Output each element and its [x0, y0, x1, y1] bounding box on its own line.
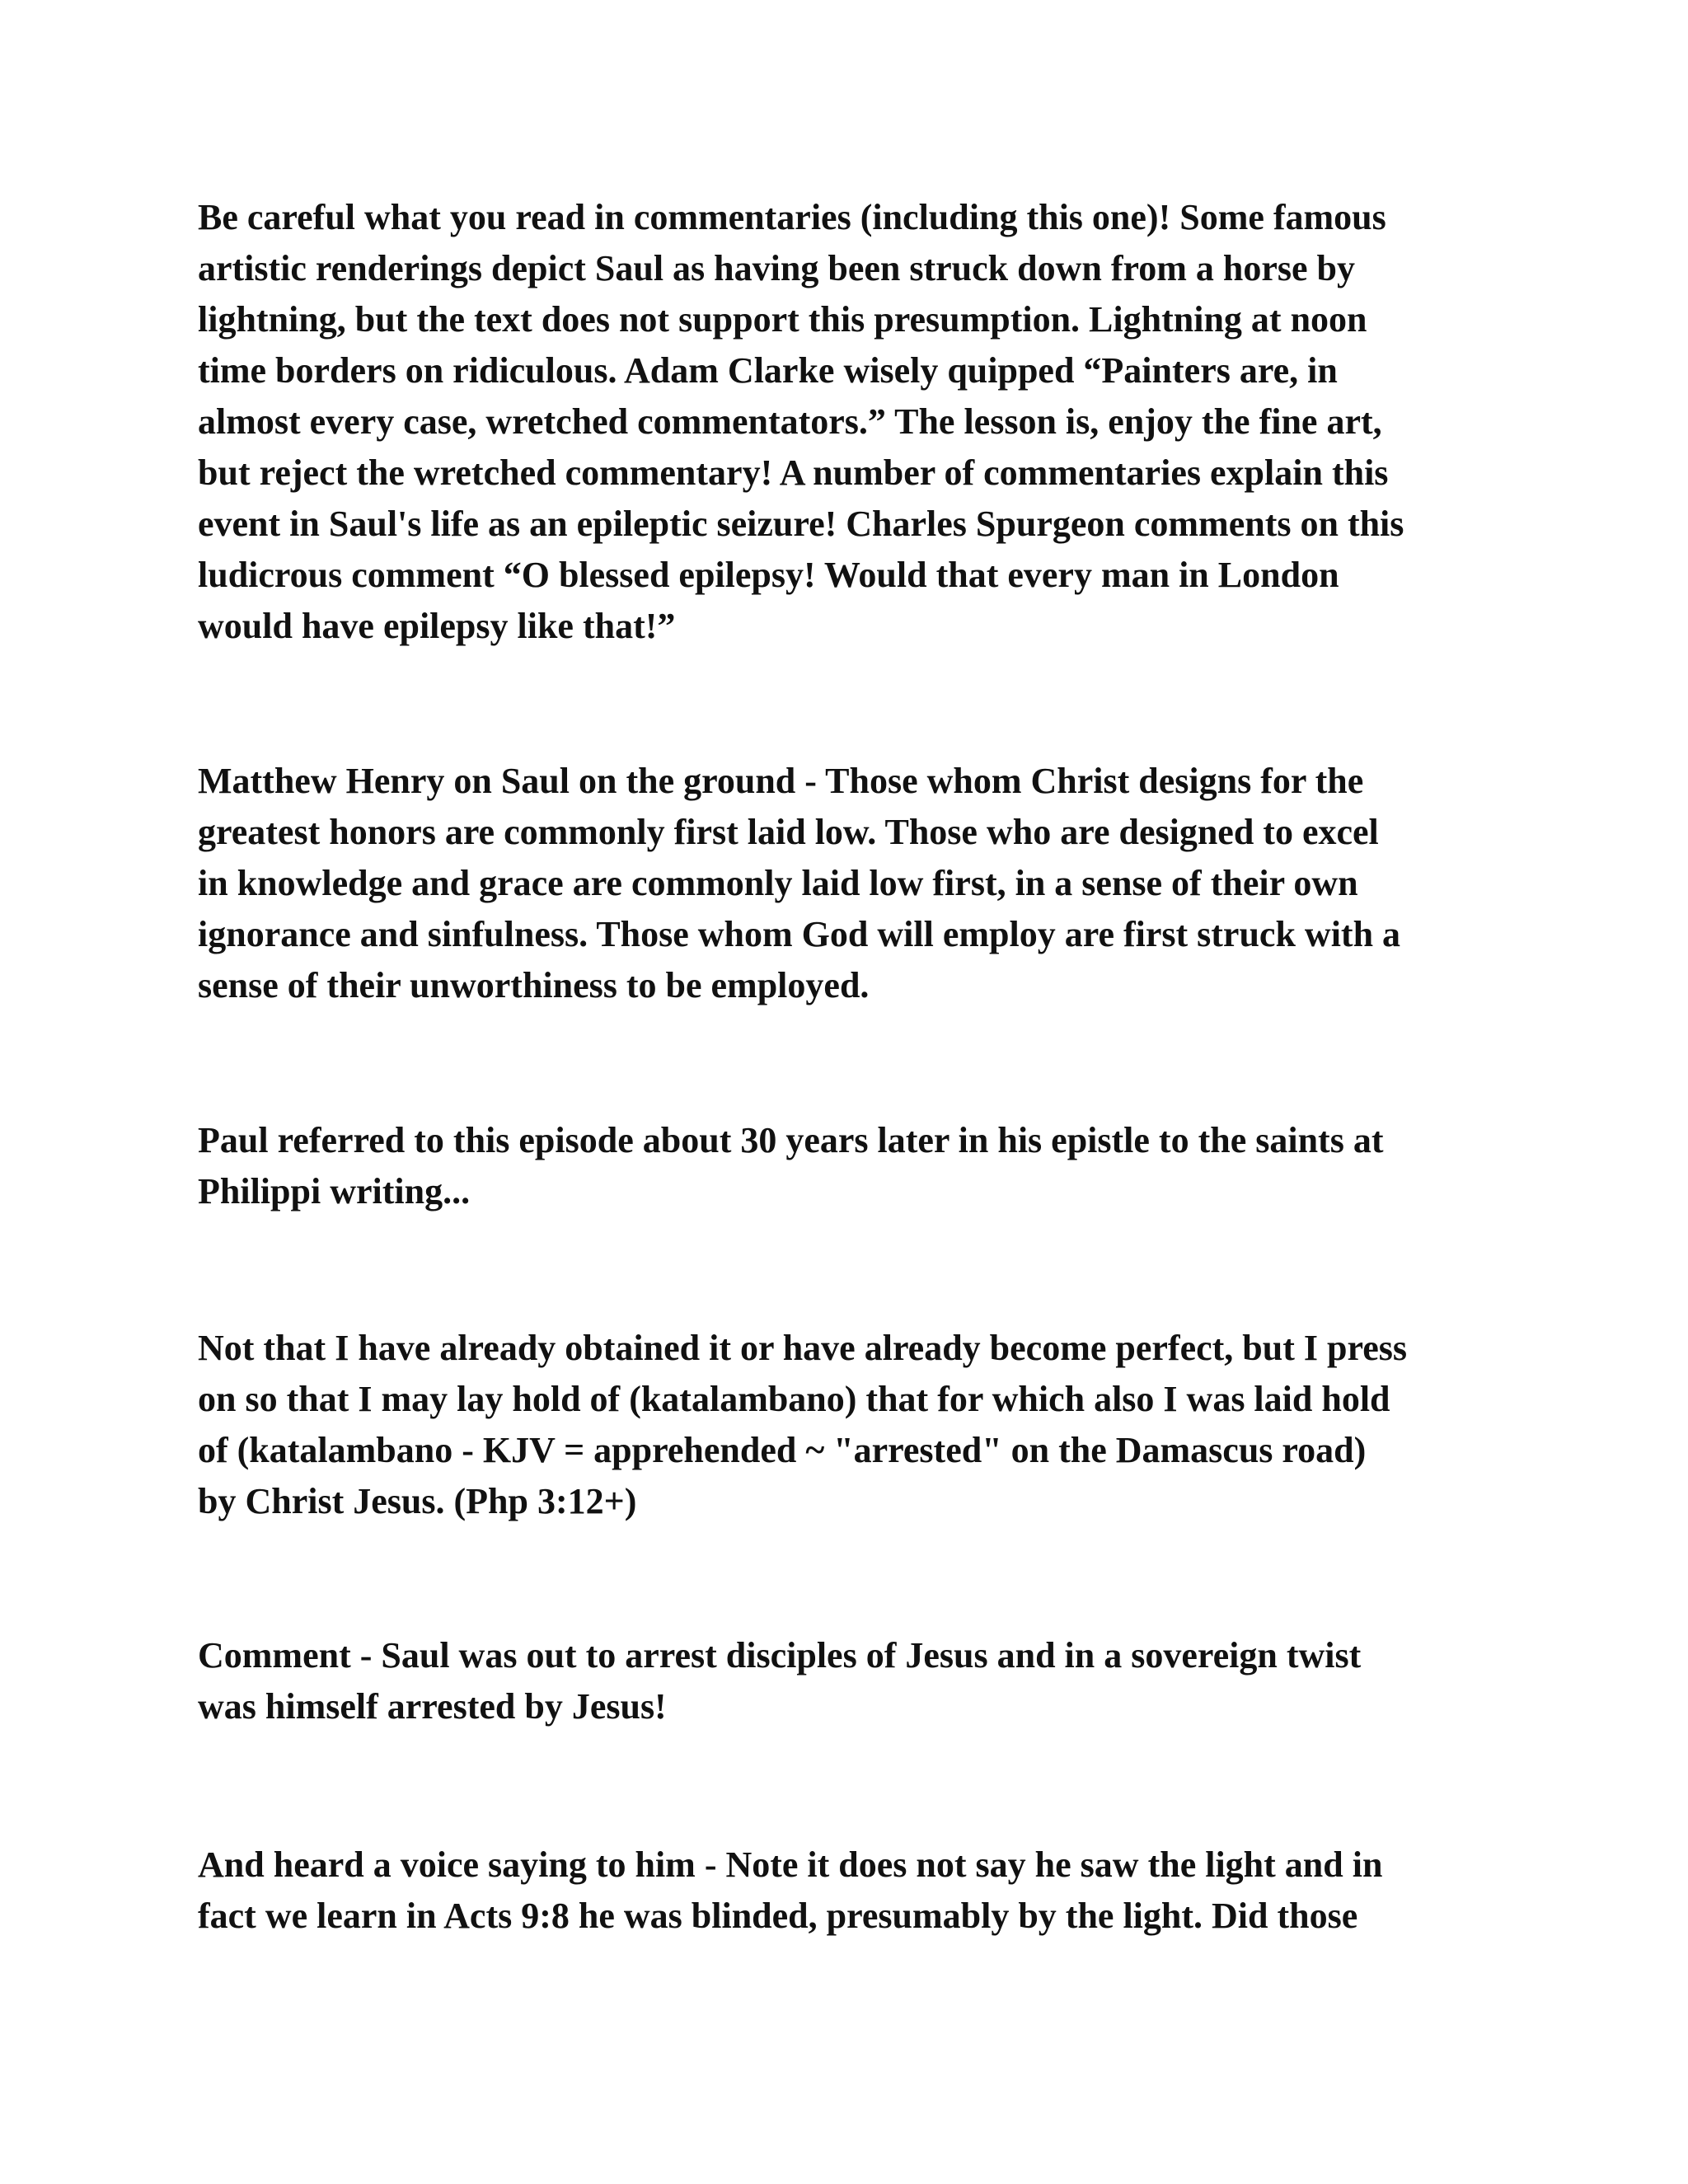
text-line: Philippi writing...: [198, 1171, 471, 1212]
text-line: lightning, but the text does not support this presumption. Lightning at noon: [198, 299, 1367, 340]
text-line: Comment - Saul was out to arrest disciples of Jesus and in a sovereign twist: [198, 1635, 1362, 1675]
text-line: but reject the wretched commentary! A number of commentaries explain this: [198, 452, 1389, 493]
text-line: event in Saul's life as an epileptic seizure! Charles Spurgeon comments on this: [198, 504, 1404, 544]
text-line: time borders on ridiculous. Adam Clarke wisely quipped “Painters are, in: [198, 350, 1338, 391]
text-line: was himself arrested by Jesus!: [198, 1686, 667, 1727]
text-line: sense of their unworthiness to be employed.: [198, 965, 870, 1005]
text-line: of (katalambano - KJV = apprehended ~ "arrested" on the Damascus road): [198, 1430, 1367, 1470]
paragraph-commentaries-caution: [198, 192, 1500, 652]
text-line: Not that I have already obtained it or have already become perfect, but I press: [198, 1328, 1407, 1368]
text-line: almost every case, wretched commentators.” The lesson is, enjoy the fine art,: [198, 401, 1382, 442]
paragraph-comment: [198, 1630, 1500, 1732]
text-line: by Christ Jesus. (Php 3:12+): [198, 1481, 637, 1521]
text-line: ignorance and sinfulness. Those whom God will employ are first struck with a: [198, 914, 1401, 954]
text-line: Paul referred to this episode about 30 years later in his epistle to the saints at: [198, 1120, 1384, 1160]
text-line: artistic renderings depict Saul as having been struck down from a horse by: [198, 248, 1356, 288]
text-line: Be careful what you read in commentaries (including this one)! Some famous: [198, 197, 1386, 237]
text-line: would have epilepsy like that!”: [198, 606, 676, 646]
text-line: And heard a voice saying to him - Note it does not say he saw the light and in: [198, 1844, 1383, 1885]
text-line: on so that I may lay hold of (katalambano) that for which also I was laid hold: [198, 1379, 1390, 1419]
text-line: in knowledge and grace are commonly laid low first, in a sense of their own: [198, 863, 1358, 903]
text-line: fact we learn in Acts 9:8 he was blinded, presumably by the light. Did those: [198, 1896, 1358, 1936]
text-line: ludicrous comment “O blessed epilepsy! Would that every man in London: [198, 555, 1339, 595]
paragraph-heard-a-voice: [198, 1840, 1500, 1942]
paragraph-philippians-quote: [198, 1323, 1500, 1527]
paragraph-matthew-henry: [198, 756, 1500, 1011]
text-line: greatest honors are commonly first laid low. Those who are designed to excel: [198, 812, 1379, 852]
paragraph-paul-philippi: [198, 1115, 1500, 1217]
text-line: Matthew Henry on Saul on the ground - Those whom Christ designs for the: [198, 761, 1364, 801]
